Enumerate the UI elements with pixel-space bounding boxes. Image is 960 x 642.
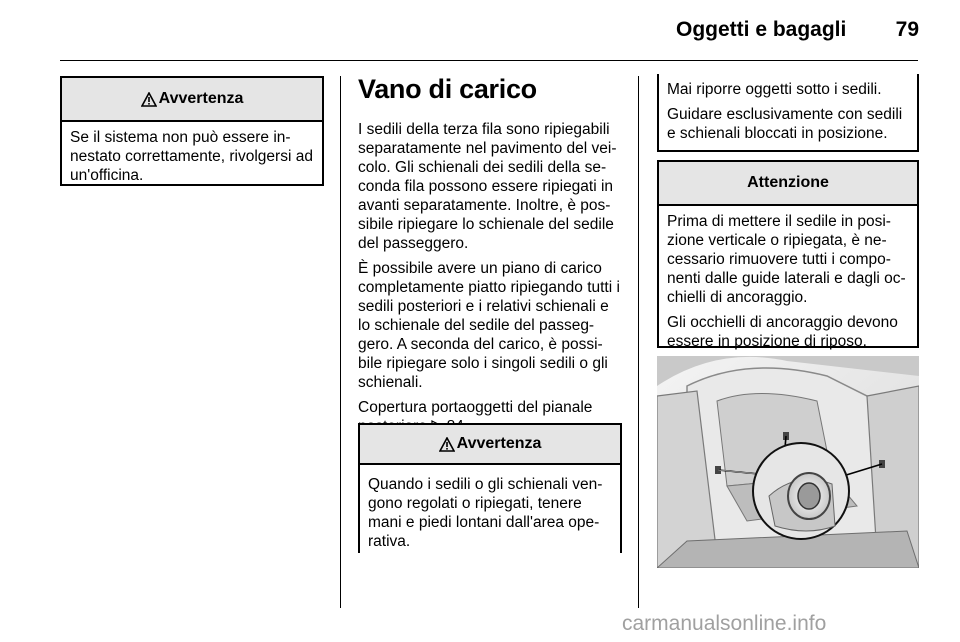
warning-heading: Avvertenza [158,90,244,107]
footer-watermark: carmanualsonline.info [622,612,827,635]
warning-box-header [62,78,322,122]
cargo-area-illustration [657,356,919,568]
warning-line-1: Mai riporre oggetti sotto i sedili. [667,81,882,98]
cross-reference-text: Copertura portaoggetti del pianale [358,399,593,416]
warning-body [62,122,322,193]
caution-heading: Attenzione [747,174,829,191]
warning-text: Quando i sedili o gli schienali ven-gono regolati o ripiegati, tenere mani e piedi lontani dall'area ope-rativa. [368,476,603,550]
body-paragraph-2: È possibile avere un piano di carico completamente piatto ripiegando tutti i sedili posteriori e i relativi schienali e lo schienale del sedile del passeg-gero. A seconda del carico, è possi-bile ripiegare solo i singoli sedili o gli schienali. [358,260,620,391]
warning-box-middle [358,423,622,553]
warning-heading: Avvertenza [456,435,542,452]
warning-triangle-icon [141,92,157,107]
warning-line-2: Guidare esclusivamente con sedili e schienali bloccati in posizione. [667,106,903,142]
page-header-title: Oggetti e bagagli [676,18,847,41]
caution-paragraph-1: Prima di mettere il sedile in posi-zione verticale o ripiegata, è ne-cessario rimuovere tutti i compo-nenti dalle guide laterali e dagli oc-chielli di ancoraggio. [667,213,906,306]
warning-triangle-icon [439,437,455,452]
caution-box [657,160,919,348]
warning-box-header [360,425,620,465]
page-number: 79 [895,18,919,41]
warning-box-continued [657,74,919,152]
cargo-area-drawing [657,356,919,568]
warning-text: Se il sistema non può essere in-nestato correttamente, rivolgersi ad un'officina. [70,129,313,184]
caution-paragraph-2: Gli occhielli di ancoraggio devono essere in posizione di riposo. [667,314,898,350]
main-column [358,74,624,442]
column-divider-left [340,76,341,608]
body-paragraph-1: I sedili della terza fila sono ripiegabili separatamente nel pavimento del vei-colo. Gli schienali dei sedili della se-conda fila possono essere ripiegati in avanti separatamente. Inoltre, è pos-sibile ripiegare lo schienale del sedile del passeggero. [358,121,617,252]
section-title: Vano di carico [358,74,537,104]
warning-body [360,465,620,559]
caution-body [659,206,917,359]
warning-box-left [60,76,324,186]
warning-body [659,74,917,151]
caution-box-header [659,162,917,206]
header-rule [60,60,918,61]
column-divider-right [638,76,639,608]
